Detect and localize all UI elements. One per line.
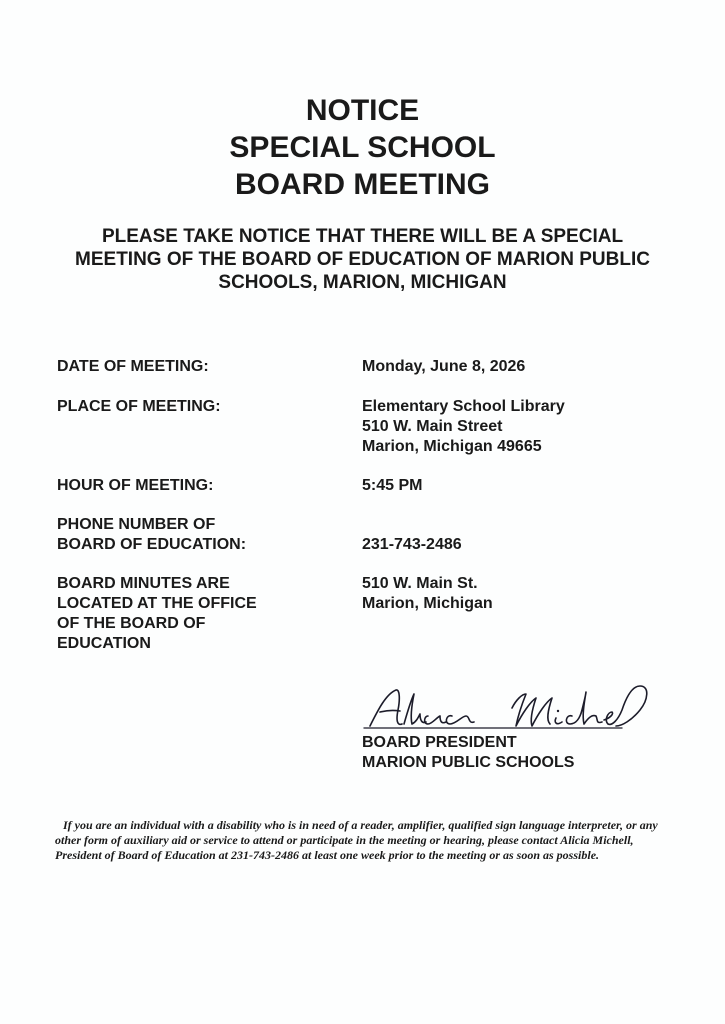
minutes-label-line: OF THE BOARD OF (57, 615, 206, 632)
minutes-value-line: 510 W. Main St. (362, 575, 478, 592)
place-value-line: Elementary School Library (362, 398, 565, 415)
minutes-value-line: Marion, Michigan (362, 595, 493, 612)
place-value (362, 397, 565, 457)
hour-label: HOUR OF MEETING: (57, 477, 214, 494)
date-label: DATE OF MEETING: (57, 358, 209, 375)
phone-label (57, 515, 246, 555)
phone-label-line: BOARD OF EDUCATION: (57, 536, 247, 553)
handwritten-signature (360, 680, 660, 736)
accessibility-disclaimer: If you are an individual with a disability who is in need of a reader, amplifier, qualified sign language interpreter, or any other form of auxiliary aid or service to attend or participate in the meeting or hearing, please contact Alicia Michell, President of Board of Education at 231-743-2486 at least one week prior to the meeting or as soon as possible. (55, 818, 658, 862)
title-board-meeting: BOARD MEETING (235, 168, 490, 201)
place-value-line: 510 W. Main Street (362, 418, 503, 435)
phone-label-line: PHONE NUMBER OF (57, 516, 216, 533)
signer-organization: MARION PUBLIC SCHOOLS (362, 754, 575, 771)
place-label: PLACE OF MEETING: (57, 398, 221, 415)
date-value: Monday, June 8, 2026 (362, 358, 526, 375)
intro-line: SCHOOLS, MARION, MICHIGAN (218, 272, 507, 293)
title-special-school: SPECIAL SCHOOL (229, 131, 496, 164)
title-notice: NOTICE (305, 94, 420, 127)
minutes-label (57, 574, 257, 654)
place-value-line: Marion, Michigan 49665 (362, 438, 542, 455)
minutes-label-line: EDUCATION (57, 635, 151, 652)
signer-title: BOARD PRESIDENT (362, 734, 517, 751)
phone-value: 231-743-2486 (362, 536, 462, 553)
hour-value: 5:45 PM (362, 477, 423, 494)
intro-line: PLEASE TAKE NOTICE THAT THERE WILL BE A SPECIAL (101, 226, 624, 247)
minutes-label-line: LOCATED AT THE OFFICE (57, 595, 257, 612)
intro-line: MEETING OF THE BOARD OF EDUCATION OF MARION PUBLIC (75, 249, 650, 270)
minutes-value (362, 574, 493, 614)
intro-notice-paragraph (40, 225, 685, 294)
minutes-label-line: BOARD MINUTES ARE (57, 575, 230, 592)
